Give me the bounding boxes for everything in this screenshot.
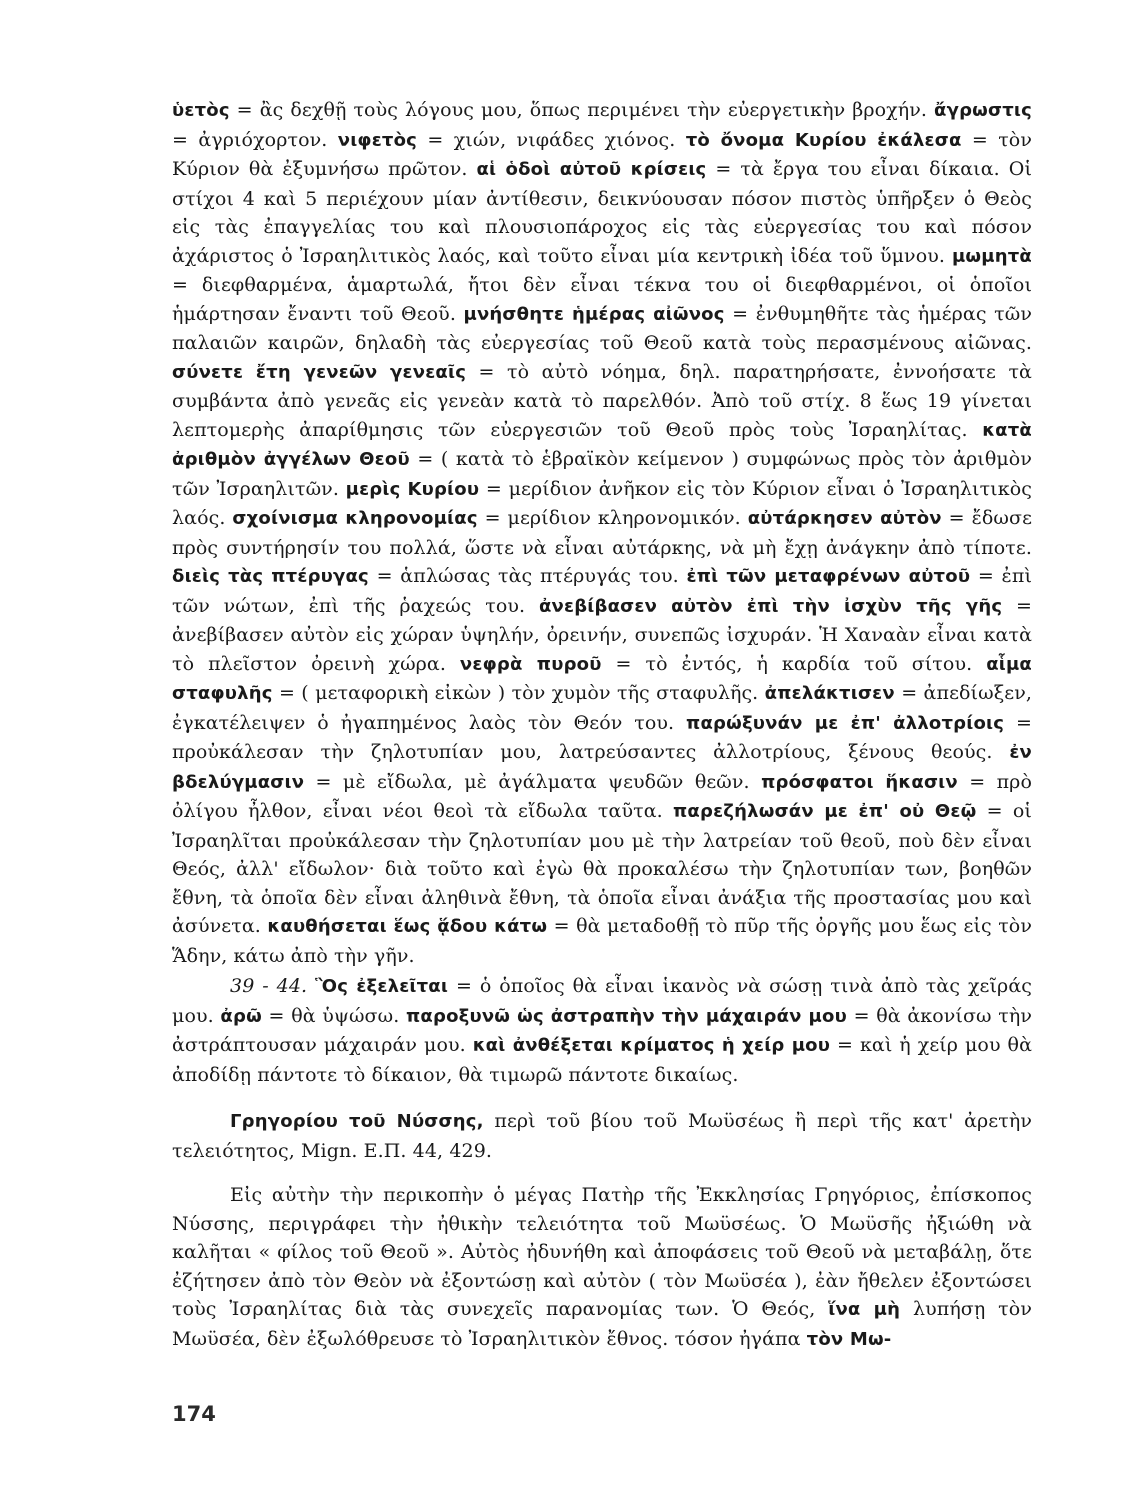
lemma-term: πρόσφατοι ἥκασιν <box>761 771 958 793</box>
lemma-term: παρεζήλωσάν με ἐπ' οὐ Θεῷ <box>672 801 977 822</box>
gloss-text: = ὁ ὁποῖος θὰ εἶναι ἱκανὸς νὰ σώσῃ τινὰ ἀπὸ τὰς χεῖράς μου. <box>172 975 1032 1027</box>
lemma-term: Ὃς ἐξελεῖται <box>315 976 449 997</box>
gloss-text: λυπήσῃ τὸν Μωϋσέα, δὲν ἐξωλόθρευσε τὸ Ἰσραηλιτικὸν ἔθνος. τόσον ἠγάπα <box>172 1298 1032 1350</box>
gloss-text: = ἀπεδίωξεν, ἐγκατέλειψεν ὁ ἠγαπημένος λαὸς τὸν Θεόν του. <box>172 682 1032 734</box>
gloss-text: = μερίδιον κληρονομικόν. <box>477 507 748 529</box>
lemma-term: ἀπελάκτισεν <box>764 683 895 704</box>
gloss-text: = ἔδωσε πρὸς συντήρησίν του πολλά, ὥστε νὰ εἶναι αὐτάρκης, νὰ μὴ ἔχῃ ἀνάγκην ἀπὸ τίποτε. <box>172 507 1033 559</box>
gloss-text: = τὸ αὐτὸ νόημα, δηλ. παρατηρήσατε, ἐννοήσατε τὰ συμβάντα ἀπὸ γενεᾶς εἰς γενεὰν κατὰ τὸ παρελθόν. Ἀπὸ τοῦ στίχ. 8 ἕως 19 γίνεται λεπτομερὴς ἀπαρίθμησις τῶν εὐεργεσιῶν τοῦ Θεοῦ πρὸς τοὺς Ἰσραηλίτας. <box>172 360 1032 441</box>
lemma-term: ἐπὶ τῶν μεταφρένων αὐτοῦ <box>686 566 971 587</box>
verse-range: 39 - 44. <box>230 975 308 997</box>
gloss-text: = διεφθαρμένα, ἁμαρτωλά, ἤτοι δὲν εἶναι τέκνα του οἱ διεφθαρμένοι, οἱ ὁποῖοι ἡμάρτησαν ἔναντι τοῦ Θεοῦ. <box>172 274 1032 325</box>
lemma-term: ὑετὸς <box>172 100 230 121</box>
lemma-term: μωμητὰ <box>951 245 1032 267</box>
lemma-term: αἷμα σταφυλῆς <box>172 653 1032 704</box>
gloss-text: = πρὸ ὀλίγου ἦλθον, εἶναι νέοι θεοὶ τὰ εἴδωλα ταῦτα. <box>172 770 1032 822</box>
gloss-text: Εἰς αὐτὴν τὴν περικοπὴν ὁ μέγας Πατὴρ τῆς Ἐκκλησίας Γρηγόριος, ἐπίσκοπος Νύσσης, περιγράφει τὴν ἠθικὴν τελειότητα τοῦ Μωϋσέως. Ὁ Μωϋσῆς ἠξιώθη νὰ καλῆται « φίλος τοῦ Θεοῦ ». Αὐτὸς ἠδυνήθη καὶ ἀποφάσεις τοῦ Θεοῦ νὰ μεταβάλῃ, ὅτε ἐζήτησεν ἀπὸ τὸν Θεὸν νὰ ἐξοντώσῃ καὶ αὐτὸν ( τὸν Μωϋσέα ), ἐὰν ἤθελεν ἐξοντώσει τοὺς Ἰσραηλίτας διὰ τὰς συνεχεῖς παρανομίας των. Ὁ Θεός, <box>172 1184 1032 1320</box>
gloss-text: = ( κατὰ τὸ ἑβραϊκὸν κείμενον ) συμφώνως πρὸς τὸν ἀριθμὸν τῶν Ἰσραηλιτῶν. <box>172 448 1032 500</box>
gloss-text: = τὰ ἔργα του εἶναι δίκαια. Οἱ στίχοι 4 καὶ 5 περιέχουν μίαν ἀντίθεσιν, δεικνύουσαν πόσον πιστὸς ὑπῆρξεν ὁ Θεὸς εἰς τὰς ἐπαγγελίας του καὶ πλουσιοπάροχος εἰς τὰς εὐεργεσίας του καὶ πόσον ἀχάριστος ὁ Ἰσραηλιτικὸς λαός, καὶ τοῦτο εἶναι μία κεντρικὴ ἰδέα τοῦ ὕμνου. <box>172 158 1032 267</box>
lemma-term: κατὰ ἀριθμὸν ἀγγέλων Θεοῦ <box>172 419 1032 470</box>
gloss-text: = μὲ εἴδωλα, μὲ ἀγάλματα ψευδῶν θεῶν. <box>304 770 762 793</box>
gloss-text: = καὶ ἡ χείρ μου θὰ ἀποδίδῃ πάντοτε τὸ δίκαιον, θὰ τιμωρῶ πάντοτε δικαίως. <box>172 1034 1033 1086</box>
lemma-term: νεφρὰ πυροῦ <box>459 653 602 675</box>
gloss-text: περὶ τοῦ βίου τοῦ Μωϋσέως ἢ περὶ τῆς κατ' ἀρετὴν τελειότητος, Mign. Ε.Π. 44, 429. <box>172 1110 1032 1162</box>
gloss-text: = τὸ ἐντός, ἡ καρδία τοῦ σίτου. <box>601 652 987 675</box>
lemma-term: καὶ ἀνθέξεται κρίματος ἡ χείρ μου <box>472 1035 831 1056</box>
gloss-text: = θὰ ὑψώσω. <box>261 1004 406 1027</box>
gloss-text: = θὰ μεταδοθῇ τὸ πῦρ τῆς ὀργῆς μου ἕως εἰς τὸν Ἅδην, κάτω ἀπὸ τὴν γῆν. <box>172 915 1032 967</box>
lemma-term: αἱ ὁδοὶ αὐτοῦ κρίσεις <box>476 159 707 180</box>
commentary-paragraph-verses <box>172 96 1032 970</box>
gloss-text: = τὸν Κύριον θὰ ἐξυμνήσω πρῶτον. <box>172 128 1032 180</box>
lemma-term: μνήσθητε ἡμέρας αἰῶνος <box>463 303 725 325</box>
commentary-paragraph-39-44 <box>172 972 1032 1089</box>
lemma-term: παροξυνῶ ὡς ἀστραπὴν τὴν μάχαιράν μου <box>405 1005 847 1027</box>
lemma-term: σύνετε ἔτη γενεῶν γενεαῖς <box>172 361 467 383</box>
lemma-term: νιφετὸς <box>337 129 418 151</box>
page-body <box>172 96 1032 1354</box>
gloss-text: = ἂς δεχθῇ τοὺς λόγους μου, ὅπως περιμένει τὴν εὐεργετικὴν βροχήν. <box>229 99 935 121</box>
gloss-text: = χιών, νιφάδες χιόνος. <box>417 128 686 151</box>
lemma-term: ἄγρωστις <box>934 100 1032 121</box>
lemma-term: ἐν βδελύγμασιν <box>172 742 1032 793</box>
gloss-text: = ( μεταφορικὴ εἰκὼν ) τὸν χυμὸν τῆς σταφυλῆς. <box>272 682 765 704</box>
gloss-text: = ἁπλώσας τὰς πτέρυγάς του. <box>368 565 687 587</box>
lemma-term: ἀνεβίβασεν αὐτὸν ἐπὶ τὴν ἰσχὺν τῆς γῆς <box>538 595 1003 617</box>
gloss-text <box>307 975 315 997</box>
lemma-term: σχοίνισμα κληρονομίας <box>232 508 478 529</box>
page-number: 174 <box>172 1402 216 1426</box>
lemma-term: παρώξυνάν με ἐπ' ἀλλοτρίοις <box>686 712 1005 734</box>
gloss-text: = οἱ Ἰσραηλῖται προὐκάλεσαν τὴν ζηλοτυπίαν μου μὲ τὴν λατρείαν τοῦ θεοῦ, ποὺ δὲν εἶναι Θεός, ἀλλ' εἴδωλον· διὰ τοῦτο καὶ ἐγὼ θὰ προκαλέσω τὴν ζηλοτυπίαν των, βοηθῶν ἔθνη, τὰ ὁποῖα δὲν εἶναι ἀληθινὰ ἔθνη, τὰ ὁποῖα εἶναι ἀνάξια τῆς προστασίας μου καὶ ἀσύνετα. <box>172 800 1032 937</box>
lemma-term: Γρηγορίου τοῦ Νύσσης, <box>230 1111 484 1132</box>
lemma-term: αὐτάρκησεν αὐτὸν <box>747 508 942 529</box>
gloss-text: = θὰ ἀκονίσω τὴν ἀστράπτουσαν μάχαιράν μου. <box>172 1004 1033 1056</box>
lemma-term: καυθήσεται ἕως ᾅδου κάτω <box>267 916 548 937</box>
gloss-text: = ἐνθυμηθῆτε τὰς ἡμέρας τῶν παλαιῶν καιρῶν, δηλαδὴ τὰς εὐεργεσίας τοῦ Θεοῦ κατὰ τοὺς περασμένους αἰῶνας. <box>172 302 1032 354</box>
lemma-term: ἵνα μὴ <box>828 1299 901 1320</box>
source-citation-gregory <box>172 1107 1032 1165</box>
gloss-text: = ἀνεβίβασεν αὐτὸν εἰς χώραν ὑψηλήν, ὀρεινήν, συνεπῶς ἰσχυράν. Ἡ Χαναὰν εἶναι κατὰ τὸ πλεῖστον ὀρεινὴ χώρα. <box>172 594 1032 675</box>
lemma-term: τὸν Μω- <box>806 1328 892 1350</box>
lemma-term: διεὶς τὰς πτέρυγας <box>172 566 369 587</box>
lemma-term: ἀρῶ <box>220 1005 262 1027</box>
gloss-text: = μερίδιον ἀνῆκον εἰς τὸν Κύριον εἶναι ὁ Ἰσραηλιτικὸς λαός. <box>172 477 1032 529</box>
gloss-text: = προὐκάλεσαν τὴν ζηλοτυπίαν μου, λατρεύσαντες ἀλλοτρίους, ξένους θεούς. <box>172 711 1033 763</box>
commentary-paragraph-moses <box>172 1181 1032 1354</box>
lemma-term: τὸ ὄνομα Κυρίου ἐκάλεσα <box>685 129 962 151</box>
gloss-text: = ἐπὶ τῶν νώτων, ἐπὶ τῆς ῥαχεώς του. <box>172 565 1032 617</box>
lemma-term: μερὶς Κυρίου <box>345 478 480 500</box>
gloss-text: = ἀγριόχορτον. <box>172 128 338 151</box>
